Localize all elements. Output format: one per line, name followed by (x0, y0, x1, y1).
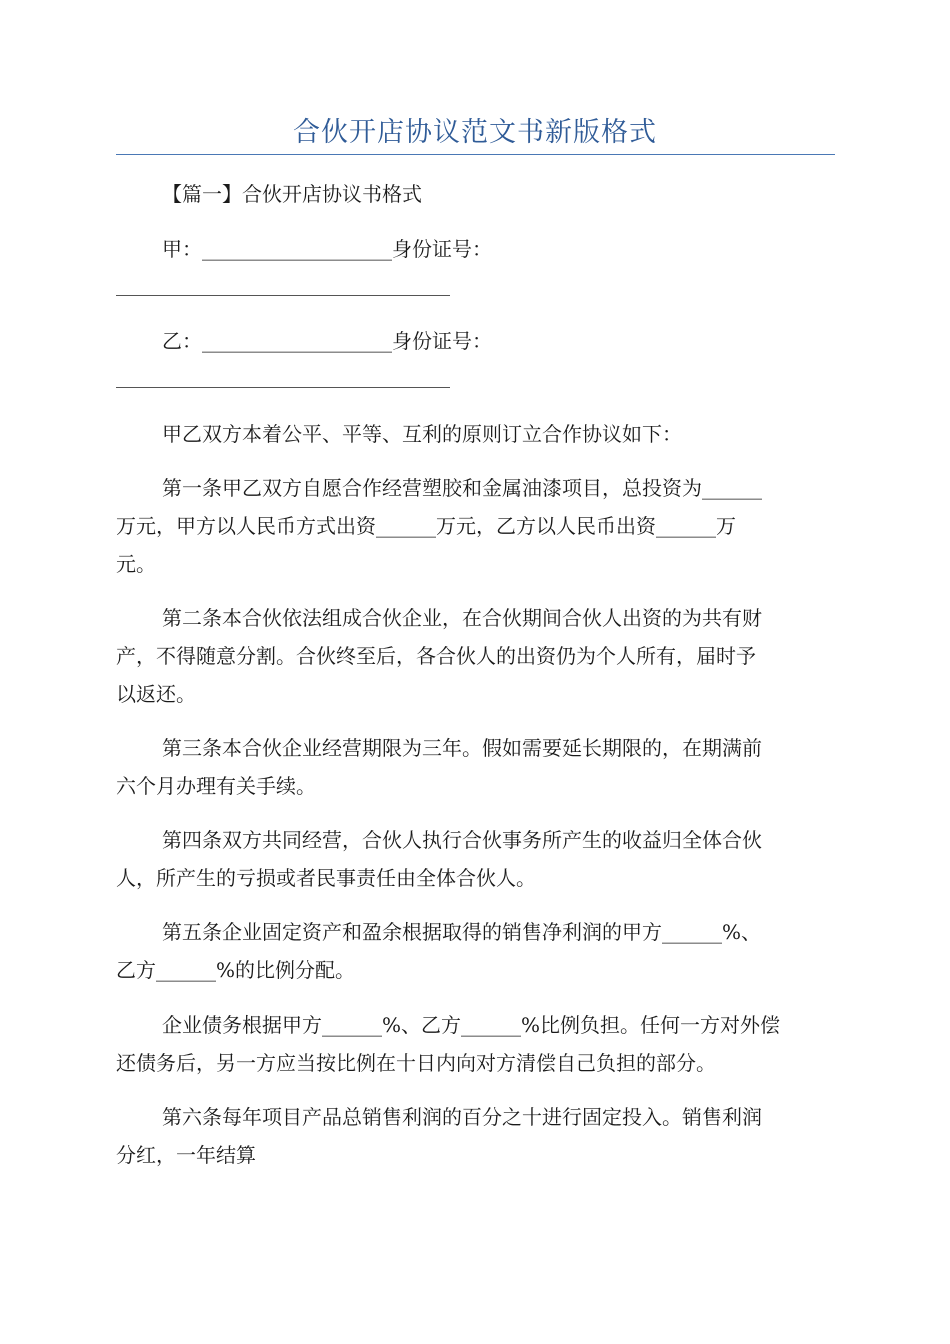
document-title: 合伙开店协议范文书新版格式 (293, 117, 657, 148)
article-1-line-2: 万元，甲方以人民币方式出资______万元，乙方以人民币出资______万 (116, 514, 736, 538)
article-3-line-1: 第三条本合伙企业经营期限为三年。假如需要延长期限的，在期满前 (162, 736, 762, 760)
article-4-line-1: 第四条双方共同经营，合伙人执行合伙事务所产生的收益归全体合伙 (162, 828, 762, 852)
party-a-id-blank (116, 295, 450, 296)
article-6-line-2: 分红，一年结算 (116, 1143, 256, 1167)
article-2-line-3: 以返还。 (116, 682, 196, 706)
article-4-line-2: 人，所产生的亏损或者民事责任由全体合伙人。 (116, 866, 536, 890)
article-2-line-2: 产，不得随意分割。合伙终至后，各合伙人的出资仍为个人所有，届时予 (116, 644, 756, 668)
party-b-line: 乙：___________________身份证号： (162, 329, 492, 353)
article-5-line-1: 第五条企业固定资产和盈余根据取得的销售净利润的甲方______%、 (162, 920, 762, 944)
article-1-line-1: 第一条甲乙双方自愿合作经营塑胶和金属油漆项目，总投资为______ (162, 476, 762, 500)
article-2-line-1: 第二条本合伙依法组成合伙企业，在合伙期间合伙人出资的为共有财 (162, 606, 762, 630)
title-underline (116, 154, 835, 155)
intro-paragraph: 甲乙双方本着公平、平等、互利的原则订立合作协议如下： (162, 422, 682, 446)
article-1-line-3: 元。 (116, 552, 156, 576)
article-5-line-2: 乙方______%的比例分配。 (116, 958, 356, 982)
debt-line-2: 还债务后，另一方应当按比例在十日内向对方清偿自己负担的部分。 (116, 1051, 716, 1075)
article-3-line-2: 六个月办理有关手续。 (116, 774, 316, 798)
party-b-id-blank (116, 387, 450, 388)
debt-line-1: 企业债务根据甲方______%、乙方______%比例负担。任何一方对外偿 (162, 1013, 781, 1037)
article-6-line-1: 第六条每年项目产品总销售利润的百分之十进行固定投入。销售利润 (162, 1105, 762, 1129)
party-a-line: 甲：___________________身份证号： (162, 237, 492, 261)
section-heading: 【篇一】合伙开店协议书格式 (162, 182, 422, 206)
